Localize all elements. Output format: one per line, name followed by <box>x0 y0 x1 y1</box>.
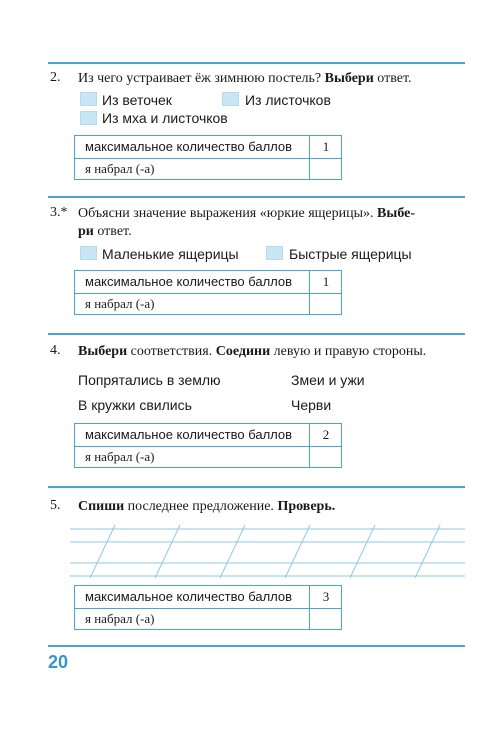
answer-checkbox[interactable] <box>222 92 239 106</box>
answer-option: Быстрые ящерицы <box>289 246 412 262</box>
answer-checkbox[interactable] <box>80 111 97 125</box>
answer-option: Из веточек <box>102 92 172 108</box>
question-4-number: 4. <box>50 343 61 358</box>
question-4-text: Выбери соответствия. Соедини левую и правую стороны. <box>78 344 427 359</box>
score-max-label: максимальное количество баллов <box>85 589 293 604</box>
score-max-value: 3 <box>309 586 342 608</box>
score-table <box>74 423 342 468</box>
score-table <box>74 585 342 630</box>
answer-checkbox[interactable] <box>80 246 97 260</box>
score-got-label: я набрал (-а) <box>85 296 155 311</box>
match-right-item[interactable]: Черви <box>291 397 332 413</box>
score-got-label: я набрал (-а) <box>85 449 155 464</box>
answer-option: Из мха и листочков <box>102 110 228 126</box>
score-got-input[interactable] <box>309 608 342 630</box>
score-table <box>74 135 342 180</box>
score-max-value: 2 <box>309 424 342 446</box>
section-divider-top <box>48 62 465 64</box>
score-row-got <box>75 446 341 468</box>
score-max-label: максимальное количество баллов <box>85 139 293 154</box>
score-max-label: максимальное количество баллов <box>85 427 293 442</box>
answer-checkbox[interactable] <box>80 92 97 106</box>
section-divider <box>48 333 465 335</box>
score-row-max <box>75 271 341 294</box>
match-left-item[interactable]: Попрятались в землю <box>78 372 221 388</box>
score-got-input[interactable] <box>309 446 342 468</box>
score-max-value: 1 <box>309 136 342 158</box>
question-2-number: 2. <box>50 70 61 85</box>
score-row-got <box>75 293 341 315</box>
question-5-number: 5. <box>50 498 61 513</box>
score-got-label: я набрал (-а) <box>85 611 155 626</box>
answer-option: Маленькие ящерицы <box>102 246 239 262</box>
question-2-text: Из чего устраивает ёж зимнюю постель? Выбери ответ. <box>78 71 412 86</box>
score-max-value: 1 <box>309 271 342 293</box>
match-left-item[interactable]: В кружки свились <box>78 397 192 413</box>
match-right-item[interactable]: Змеи и ужи <box>291 372 365 388</box>
question-5-text: Спиши последнее предложение. Проверь. <box>78 499 336 514</box>
score-row-max <box>75 136 341 159</box>
handwriting-lines[interactable] <box>70 523 465 583</box>
question-3-number: 3.* <box>50 205 68 220</box>
score-table <box>74 270 342 315</box>
section-divider-bottom <box>48 645 465 647</box>
question-3-text: Объясни значение выражения «юркие ящерицы». Выбе- ри ответ. <box>78 206 416 239</box>
answer-checkbox[interactable] <box>266 246 283 260</box>
score-got-input[interactable] <box>309 293 342 315</box>
score-row-max <box>75 586 341 609</box>
score-row-max <box>75 424 341 447</box>
score-max-label: максимальное количество баллов <box>85 274 293 289</box>
score-row-got <box>75 608 341 630</box>
section-divider <box>48 486 465 488</box>
answer-option: Из листочков <box>245 92 331 108</box>
score-got-input[interactable] <box>309 158 342 180</box>
score-row-got <box>75 158 341 180</box>
score-got-label: я набрал (-а) <box>85 161 155 176</box>
page-number: 20 <box>48 652 69 672</box>
section-divider <box>48 196 465 198</box>
